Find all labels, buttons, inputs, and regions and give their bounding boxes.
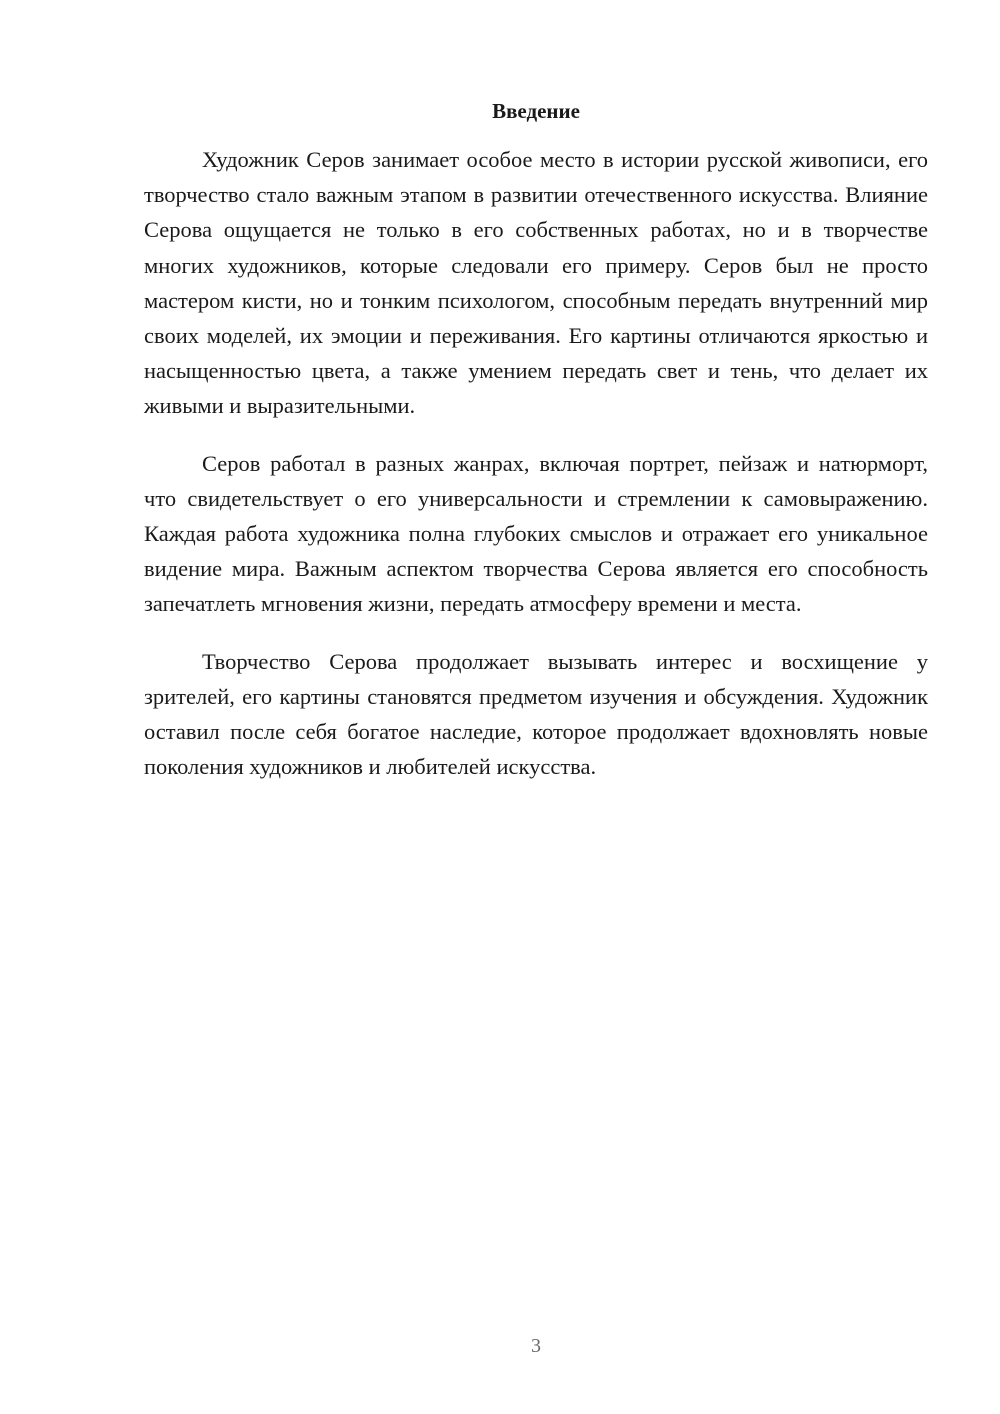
paragraph-3: Творчество Серова продолжает вызывать интерес и восхищение у зрителей, его картины становятся предметом изучения и обсуждения. Художник оставил после себя богатое наследие, которое продолжает вдохновлять новые поколения художников и любителей искусства. [144,648,928,780]
paragraph-2: Серов работал в разных жанрах, включая портрет, пейзаж и натюрморт, что свидетельствует о его универсальности и стремлении к самовыражению. Каждая работа художника полна глубоких смыслов и отражает его уникальное видение мира. Важным аспектом творчества Серова является его способность запечатлеть мгновения жизни, передать атмосферу времени и места. [144,450,928,617]
paragraph-1: Художник Серов занимает особое место в истории русской живописи, его творчество стало важным этапом в развитии отечественного искусства. Влияние Серова ощущается не только в его собственных работах, но и в творчестве многих художников, которые следовали его примеру. Серов был не просто мастером кисти, но и тонким психологом, способным передать внутренний мир своих моделей, их эмоции и переживания. Его картины отличаются яркостью и насыщенностью цвета, а также умением передать свет и тень, что делает их живыми и выразительными. [144,147,928,419]
section-title: Введение [492,99,580,123]
page-number: 3 [531,1335,541,1357]
document-body [144,142,928,806]
